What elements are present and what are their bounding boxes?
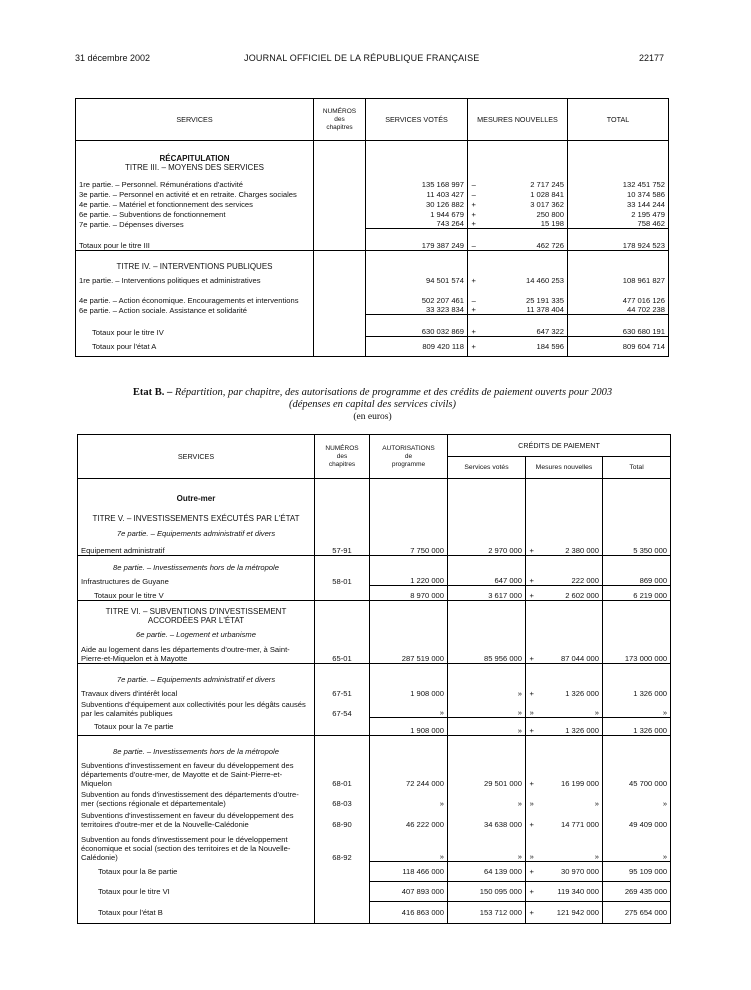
titre-iv-heading: TITRE IV. – INTERVENTIONS PUBLIQUES [76,251,314,271]
table-row: Travaux divers d'intérêt local 67-51 1 908 000 » + 1 326 000 1 326 000 [78,684,671,698]
titre-iii-heading: TITRE III. – MOYENS DES SERVICES [125,162,264,172]
col-mesures-nouvelles: MESURES NOUVELLES [468,99,568,141]
table-row: 7e partie. – Dépenses diverses 743 264 + 15 198 758 462 [76,219,669,229]
etat-b-caption [75,387,670,423]
partie-heading: 6e partie. – Logement et urbanisme [136,629,256,639]
col-mesures-nouvelles: Mesures nouvelles [526,457,603,479]
recap-heading: RÉCAPITULATION [159,153,230,163]
col-services: SERVICES [78,435,315,479]
table-row: 1re partie. – Personnel. Rémunérations d'activité 135 168 997 – 2 717 245 132 451 752 [76,177,669,189]
titre-v-heading: TITRE V. – INVESTISSEMENTS EXÉCUTÉS PAR L'ÉTAT [92,513,300,523]
table-row: Subvention au fonds d'investissement des départements d'outre-mer (sections régionale et départementale) 68-03 » » » » » [78,788,671,808]
table-row: 6e partie. – Subventions de fonctionnement 1 944 679 + 250 800 2 195 479 [76,209,669,219]
table-row: 6e partie. – Action sociale. Assistance et solidarité 33 323 834 + 11 378 404 44 702 238 [76,305,669,315]
titre-vi-heading: TITRE VI. – SUBVENTIONS D'INVESTISSEMENT ACCORDÉES PAR L'ÉTAT [78,601,315,625]
col-services-votes: SERVICES VOTÉS [366,99,468,141]
total-row: Totaux pour le titre III 179 387 249 – 462 726 178 924 523 [76,229,669,251]
table-row: Infrastructures de Guyane 58-01 1 220 000 647 000 + 222 000 869 000 [78,572,671,586]
table-row: Subventions d'équipement aux collectivités pour les dégâts causés par les calamités publiques 67-54 » » » » » [78,698,671,718]
col-credits-de-paiement: CRÉDITS DE PAIEMENT [448,435,671,457]
caption-bold-prefix: Etat B. – [132,387,173,398]
col-total: Total [603,457,671,479]
table-row: Aide au logement dans les départements d'outre-mer, à Saint-Pierre-et-Miquelon et à Mayotte 65-01 287 519 000 85 956 000 + 87 044 000 173 000 000 [78,639,671,664]
partie-heading: 7e partie. – Equipements administratif et divers [116,528,276,538]
table-row: 4e partie. – Action économique. Encouragements et interventions 502 207 461 – 25 191 335 477 016 126 [76,285,669,305]
table-row: Subventions d'investissement en faveur du développement des départements d'outre-mer, de Mayotte et de Saint-Pierre-et-Miquelon 68-01 72 244 000 29 501 000 + 16 199 000 45 700 000 [78,756,671,788]
total-row: Totaux pour le titre IV 630 032 869 + 647 322 630 680 191 [76,315,669,337]
total-row: Totaux pour l'état B 416 863 000 153 712 000 + 121 942 000 275 654 000 [78,902,671,924]
col-total: TOTAL [568,99,669,141]
outre-mer-heading: Outre-mer [176,493,216,503]
table-row: Subventions d'investissement en faveur du développement des territoires d'outre-mer et de la Nouvelle-Calédonie 68-90 46 222 000 34 638 000 + 14 771 000 49 409 000 [78,808,671,829]
total-row: Totaux pour la 7e partie 1 908 000 » + 1 326 000 1 326 000 [78,718,671,736]
table-row: 3e partie. – Personnel en activité et en retraite. Charges sociales 11 403 427 – 1 028 841 10 374 586 [76,189,669,199]
caption-line2: (dépenses en capital des services civils) [288,399,457,410]
caption-unit: (en euros) [353,412,392,422]
total-row: Totaux pour l'état A 809 420 118 + 184 596 809 604 714 [76,337,669,357]
col-services-votes: Services votés [448,457,526,479]
total-row: Totaux pour le titre V 8 970 000 3 617 000 + 2 602 000 6 219 000 [78,586,671,601]
table-row: 4e partie. – Matériel et fonctionnement des services 30 126 882 + 3 017 362 33 144 244 [76,199,669,209]
total-row: Totaux pour le titre VI 407 893 000 150 095 000 + 119 340 000 269 435 000 [78,882,671,902]
col-numeros: NUMÉROS des chapitres [315,435,370,479]
header-date: 31 décembre 2002 [75,53,151,63]
partie-heading: 7e partie. – Equipements administratif et divers [78,664,315,684]
header-title: JOURNAL OFFICIEL DE LA RÉPUBLIQUE FRANÇAISE [244,53,480,63]
etat-b-table [77,434,671,924]
table-row: Subvention au fonds d'investissement pour le développement économique et social (section des territoires et de la Nouvelle-Calédonie) 68-92 » » » » » [78,829,671,862]
table-row: 1re partie. – Interventions politiques et administratives 94 501 574 + 14 460 253 108 961 827 [76,271,669,285]
col-numeros: NUMÉROS des chapitres [314,99,366,141]
total-row: Totaux pour la 8e partie 118 466 000 64 139 000 + 30 970 000 95 109 000 [78,862,671,882]
partie-heading: 8e partie. – Investissements hors de la métropole [78,736,315,756]
col-autorisations: AUTORISATIONS de programme [370,435,448,479]
table-row: Equipement administratif 57-91 7 750 000 2 970 000 + 2 380 000 5 350 000 [78,538,671,556]
etat-a-recap-table [75,98,669,357]
header-page-number: 22177 [639,53,665,63]
col-services: SERVICES [76,99,314,141]
partie-heading: 8e partie. – Investissements hors de la métropole [78,556,315,572]
caption-line1: Répartition, par chapitre, des autorisations de programme et des crédits de paiement ouverts pour 2003 [174,387,613,398]
